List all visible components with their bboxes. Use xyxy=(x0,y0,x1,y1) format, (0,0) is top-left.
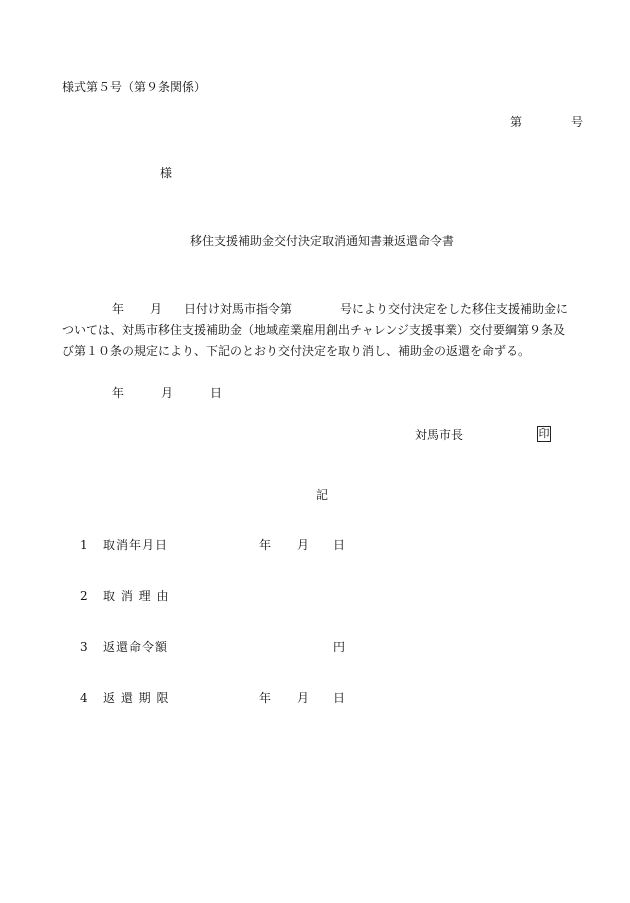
item-day: 日 xyxy=(333,538,346,552)
item-yen: 円 xyxy=(333,640,346,654)
item-year: 年 xyxy=(259,538,272,552)
item-label: 取 消 理 由 xyxy=(103,589,170,603)
body-date-ref: 日付け対馬市指令第 xyxy=(184,302,293,316)
item-label: 返還命令額 xyxy=(103,640,169,654)
body-month: 月 xyxy=(150,302,163,316)
item-number: 2 xyxy=(80,589,88,603)
item-year: 年 xyxy=(259,691,272,705)
document-title: 移住支援補助金交付決定取消通知書兼返還命令書 xyxy=(190,234,455,248)
body-go-ref: 号により交付決定をした移住支援補助金に xyxy=(340,302,569,316)
date-year: 年 xyxy=(112,386,125,400)
form-label: 様式第５号（第９条関係） xyxy=(62,80,207,94)
body-paragraph xyxy=(62,299,582,362)
addressee-sama: 様 xyxy=(160,166,173,180)
item-month: 月 xyxy=(297,538,310,552)
item-month: 月 xyxy=(297,691,310,705)
date-month: 月 xyxy=(161,386,174,400)
body-line-3: び第１０条の規定により、下記のとおり交付決定を取り消し、補助金の返還を命ずる。 xyxy=(62,344,531,358)
item-label: 返 還 期 限 xyxy=(103,691,170,705)
number-dai: 第 xyxy=(510,115,523,129)
item-number: 1 xyxy=(80,538,88,552)
body-line-2: ついては、対馬市移住支援補助金（地域産業雇用創出チャレンジ支援事業）交付要綱第９条及 xyxy=(62,323,566,337)
item-number: 4 xyxy=(80,691,88,705)
body-year: 年 xyxy=(112,302,125,316)
body-line-1 xyxy=(62,299,582,320)
item-number: 3 xyxy=(80,640,88,654)
ki-heading: 記 xyxy=(316,488,329,502)
item-day: 日 xyxy=(333,691,346,705)
number-go: 号 xyxy=(571,115,584,129)
item-label: 取消年月日 xyxy=(103,538,169,552)
signer-title: 対馬市長 xyxy=(415,428,464,442)
date-day: 日 xyxy=(210,386,223,400)
seal-box: 印 xyxy=(538,427,550,440)
